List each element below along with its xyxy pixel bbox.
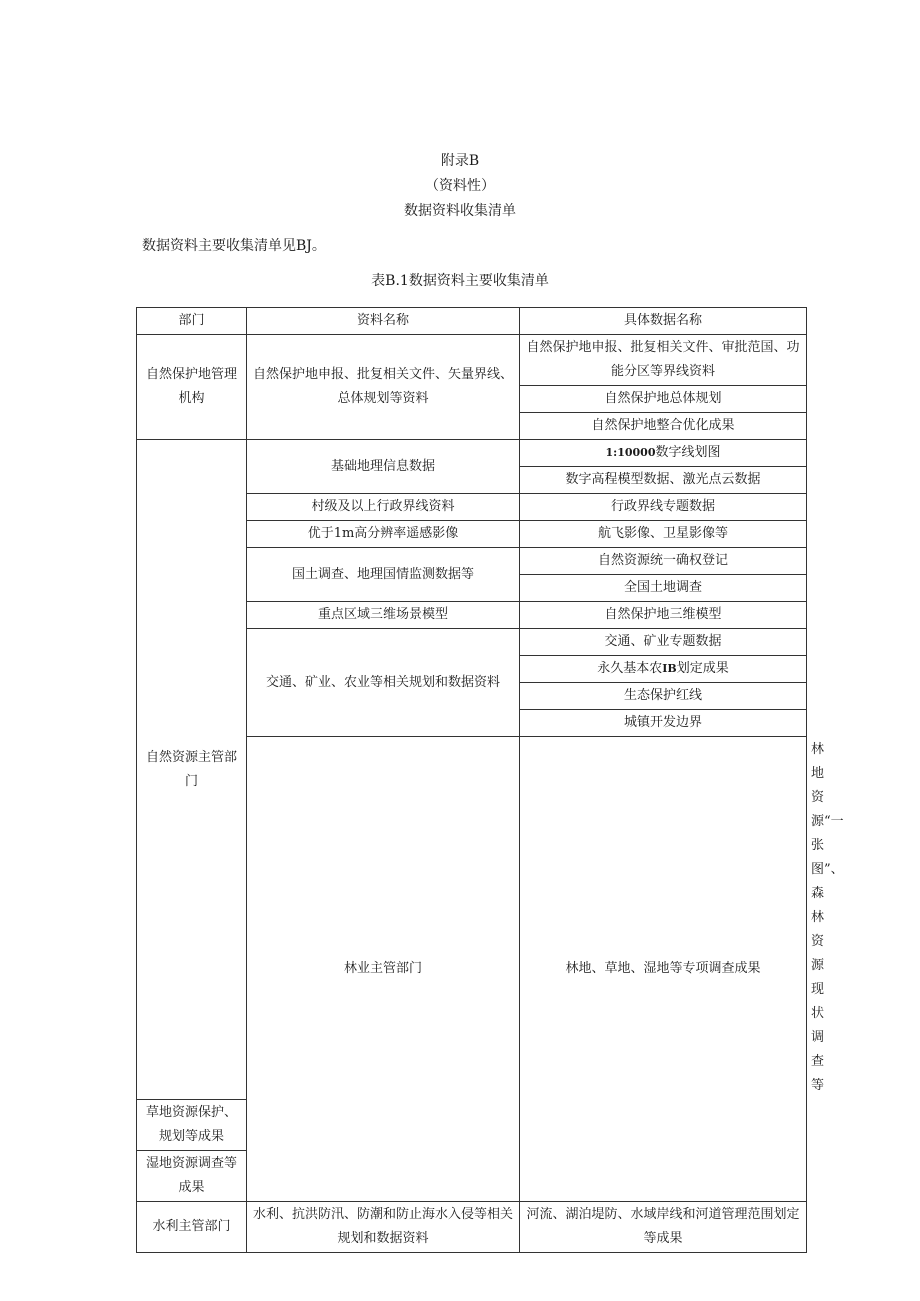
material-cell: 优于1m高分辨率遥感影像 (247, 521, 520, 548)
detail-cell: 行政界线专题数据 (520, 494, 807, 521)
material-cell: 水利、抗洪防汛、防潮和防止海水入侵等相关规划和数据资料 (247, 1202, 520, 1253)
detail-cell: 自然保护地三维模型 (520, 602, 807, 629)
detail-text: 数字线划图 (655, 445, 721, 460)
material-cell: 村级及以上行政界线资料 (247, 494, 520, 521)
detail-cell: 生态保护红线 (520, 683, 807, 710)
header-dept: 部门 (137, 308, 247, 335)
appendix-subtitle: 数据资料收集清单 (404, 203, 516, 219)
detail-cell: 城镇开发边界 (520, 710, 807, 737)
detail-cell: 草地资源保护、规划等成果 (137, 1100, 247, 1151)
detail-cell: 自然保护地整合优化成果 (520, 413, 807, 440)
material-cell: 交通、矿业、农业等相关规划和数据资料 (247, 629, 520, 737)
detail-cell (520, 656, 807, 683)
dept-cell: 林业主管部门 (247, 737, 520, 1202)
material-cell: 林地、草地、湿地等专项调查成果 (520, 737, 807, 1202)
table-row (137, 335, 807, 386)
detail-glyph: IB (662, 662, 677, 675)
header-detail: 具体数据名称 (520, 308, 807, 335)
detail-cell: 湿地资源调查等成果 (137, 1151, 247, 1202)
header-material: 资料名称 (247, 308, 520, 335)
table-row (137, 440, 807, 467)
detail-cell: 自然资源统一确权登记 (520, 548, 807, 575)
data-collection-table (136, 307, 844, 1253)
detail-cell: 自然保护地总体规划 (520, 386, 807, 413)
detail-cell: 交通、矿业专题数据 (520, 629, 807, 656)
appendix-nature: （资料性） (425, 178, 495, 194)
appendix-title: 附录B (440, 153, 480, 169)
detail-text: 永久基本农 (597, 661, 663, 676)
material-cell: 基础地理信息数据 (247, 440, 520, 494)
detail-cell: 数字高程模型数据、激光点云数据 (520, 467, 807, 494)
material-cell: 重点区域三维场景模型 (247, 602, 520, 629)
material-cell: 自然保护地申报、批复相关文件、矢量界线、总体规划等资料 (247, 335, 520, 440)
table-caption: 表B.1数据资料主要收集清单 (371, 273, 549, 289)
intro-paragraph: 数据资料主要收集清单见BJ。 (142, 238, 326, 254)
dept-cell: 自然资源主管部门 (137, 440, 247, 1100)
detail-cell (520, 440, 807, 467)
detail-cell: 河流、湖泊堤防、水域岸线和河道管理范围划定等成果 (520, 1202, 807, 1253)
detail-cell: 航飞影像、卫星影像等 (520, 521, 807, 548)
detail-cell: 自然保护地申报、批复相关文件、审批范国、功能分区等界线资料 (520, 335, 807, 386)
dept-cell: 自然保护地管理机构 (137, 335, 247, 440)
map-scale: 1:10000 (605, 446, 656, 459)
table-row: 林业主管部门 林地、草地、湿地等专项调查成果 林地资源“一张图”、森林资源现状调查等 (137, 737, 807, 1100)
dept-cell: 水利主管部门 (137, 1202, 247, 1253)
material-cell: 国土调查、地理国情监测数据等 (247, 548, 520, 602)
table-row (137, 1202, 807, 1253)
detail-text: 划定成果 (676, 661, 729, 676)
detail-cell: 全国土地调查 (520, 575, 807, 602)
table-header-row (137, 308, 807, 335)
